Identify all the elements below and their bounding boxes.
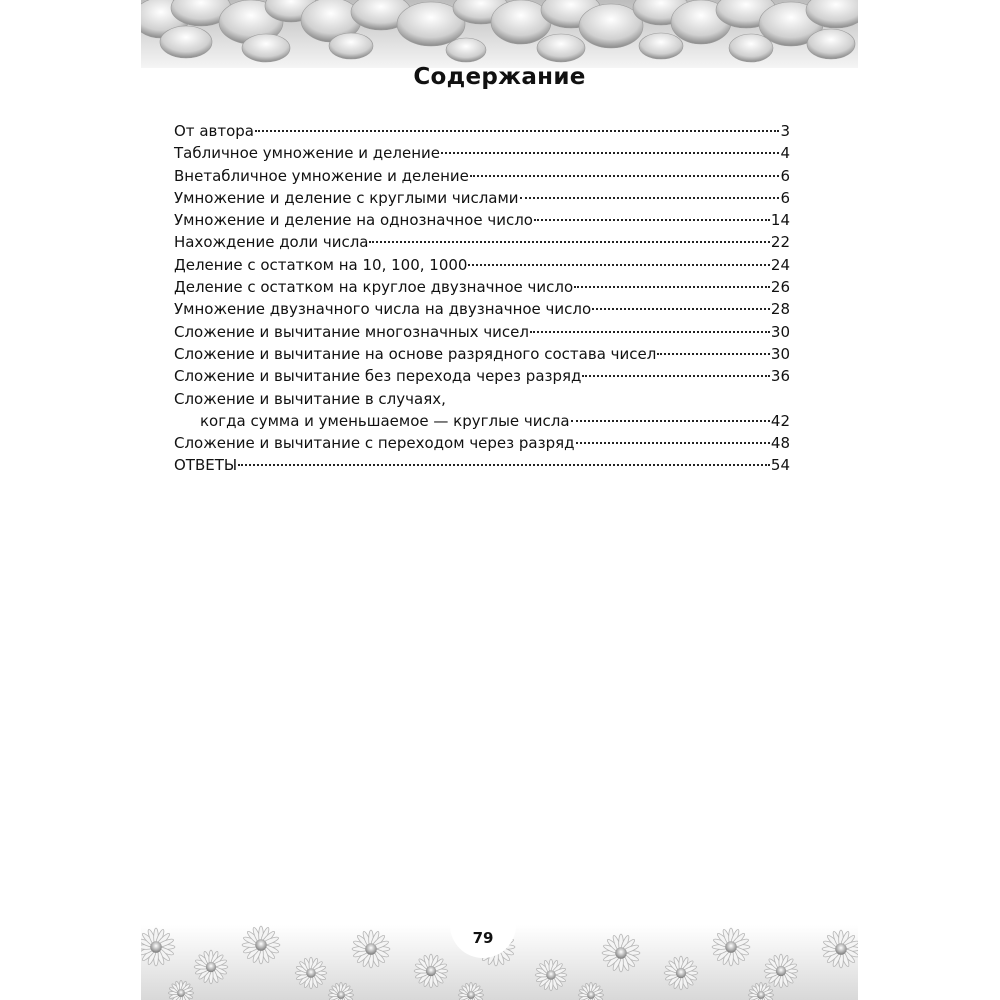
toc-entry bbox=[174, 165, 790, 187]
toc-leader-dots bbox=[238, 463, 770, 466]
flower-icon bbox=[764, 954, 798, 988]
cloud-header-decoration bbox=[141, 0, 858, 68]
toc-entry-label: Умножение и деление на однозначное число bbox=[174, 211, 533, 230]
toc-leader-dots bbox=[576, 441, 770, 444]
toc-entry bbox=[174, 276, 790, 298]
flower-icon bbox=[602, 934, 640, 972]
toc-entry-label: Умножение двузначного числа на двузначное число bbox=[174, 300, 592, 319]
toc-entry bbox=[174, 454, 790, 476]
toc-entry-page: 26 bbox=[770, 278, 790, 297]
toc-entry bbox=[174, 365, 790, 387]
toc-entry-page: 6 bbox=[780, 188, 790, 207]
toc-entry-label: Умножение и деление с круглыми числами bbox=[174, 188, 519, 207]
flower-icon bbox=[242, 926, 280, 964]
toc-entry bbox=[174, 231, 790, 253]
toc-entry-label: От автора bbox=[174, 122, 254, 140]
toc-entry-page: 22 bbox=[770, 233, 790, 252]
toc-entry-label: Сложение и вычитание с переходом через разряд bbox=[174, 434, 575, 453]
toc-entry-page: 3 bbox=[780, 122, 790, 140]
flower-icon bbox=[295, 957, 327, 989]
toc-entry bbox=[174, 388, 790, 410]
toc-entry bbox=[174, 410, 790, 432]
toc-entry-label: Внетабличное умножение и деление bbox=[174, 166, 469, 185]
toc-leader-dots bbox=[369, 240, 769, 243]
toc-entry-page: 54 bbox=[770, 456, 790, 475]
toc-leader-dots bbox=[592, 307, 770, 310]
toc-entry-page: 6 bbox=[780, 166, 790, 185]
toc-leader-dots bbox=[255, 129, 779, 132]
flower-icon bbox=[822, 930, 858, 968]
toc-entry bbox=[174, 209, 790, 231]
toc-entry-label: Сложение и вычитание без перехода через разряд bbox=[174, 367, 582, 386]
toc-entry bbox=[174, 321, 790, 343]
toc-entry-page: 28 bbox=[770, 300, 790, 319]
flower-icon bbox=[352, 930, 390, 968]
toc-leader-dots bbox=[582, 374, 769, 377]
page-number: 79 bbox=[450, 918, 516, 958]
toc-leader-dots bbox=[571, 419, 770, 422]
toc-entry bbox=[174, 120, 790, 142]
toc-entry-page: 14 bbox=[770, 211, 790, 230]
toc-entry-label: Сложение и вычитание в случаях, bbox=[174, 389, 446, 408]
toc-entry-page: 24 bbox=[770, 255, 790, 274]
toc-leader-dots bbox=[657, 352, 770, 355]
toc-entry bbox=[174, 343, 790, 365]
toc-leader-dots bbox=[468, 263, 769, 266]
flower-icon bbox=[664, 956, 698, 990]
toc-entry-page: 4 bbox=[780, 144, 790, 163]
flower-icon bbox=[414, 954, 448, 988]
flower-icon bbox=[194, 950, 228, 984]
page-title: Содержание bbox=[413, 64, 586, 90]
toc-leader-dots bbox=[574, 285, 770, 288]
toc-leader-dots bbox=[530, 330, 770, 333]
toc-entry-label: Деление с остатком на 10, 100, 1000 bbox=[174, 255, 468, 274]
toc-entry-label: Сложение и вычитание многозначных чисел bbox=[174, 322, 529, 341]
toc-entry bbox=[174, 142, 790, 164]
toc-entry-label: Деление с остатком на круглое двузначное число bbox=[174, 278, 574, 297]
toc-leader-dots bbox=[520, 196, 780, 199]
toc-entry-label: Табличное умножение и деление bbox=[174, 144, 440, 163]
toc-entry-page: 36 bbox=[770, 367, 790, 386]
table-of-contents bbox=[174, 120, 790, 477]
flower-icon bbox=[712, 928, 750, 966]
toc-entry bbox=[174, 254, 790, 276]
toc-entry-label: ОТВЕТЫ bbox=[174, 456, 238, 475]
toc-entry bbox=[174, 298, 790, 320]
toc-leader-dots bbox=[534, 218, 770, 221]
toc-entry-label: Нахождение доли числа bbox=[174, 233, 369, 252]
toc-entry-page: 42 bbox=[770, 411, 790, 430]
toc-leader-dots bbox=[441, 151, 779, 154]
clouds-icon bbox=[141, 0, 858, 68]
toc-entry-page: 48 bbox=[770, 434, 790, 453]
toc-entry bbox=[174, 187, 790, 209]
toc-entry-page: 30 bbox=[770, 344, 790, 363]
toc-entry-label: когда сумма и уменьшаемое — круглые числа bbox=[200, 411, 570, 430]
toc-entry-page: 30 bbox=[770, 322, 790, 341]
toc-entry bbox=[174, 432, 790, 454]
flower-icon bbox=[535, 959, 567, 991]
toc-entry-label: Сложение и вычитание на основе разрядного состава чисел bbox=[174, 344, 657, 363]
toc-leader-dots bbox=[470, 174, 780, 177]
